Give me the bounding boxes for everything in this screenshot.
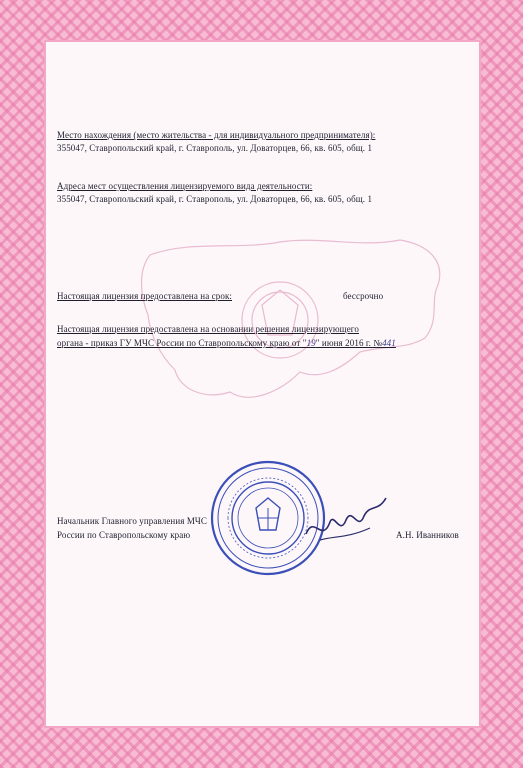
basis-day: 19 — [306, 338, 316, 348]
signature-icon — [300, 492, 390, 552]
basis-prefix: органа - приказ ГУ МЧС России по Ставропольскому краю от " — [57, 338, 307, 348]
term-label: Настоящая лицензия предоставлена на срок: — [57, 291, 233, 301]
place-address: 355047, Ставропольский край, г. Ставрополь, ул. Доваторцев, 66, кв. 605, общ. 1 — [57, 143, 373, 153]
signer-title-line-2: России по Ставропольскому краю — [57, 530, 191, 540]
term-value: бессрочно — [343, 291, 384, 301]
basis-line-2 — [57, 338, 396, 348]
activity-address: 355047, Ставропольский край, г. Ставрополь, ул. Доваторцев, 66, кв. 605, общ. 1 — [57, 194, 373, 204]
place-heading: Место нахождения (место жительства - для индивидуального предпринимателя): — [57, 130, 376, 140]
activity-heading: Адреса мест осуществления лицензируемого вида деятельности: — [57, 181, 313, 191]
basis-line-1: Настоящая лицензия предоставлена на основании решения лицензирующего — [57, 324, 359, 334]
signer-title-line-1: Начальник Главного управления МЧС — [57, 516, 207, 526]
signer-name: А.Н. Иванников — [396, 530, 459, 540]
basis-number: 441 — [382, 338, 396, 348]
basis-mid: " июня 2016 г. № — [315, 338, 383, 348]
